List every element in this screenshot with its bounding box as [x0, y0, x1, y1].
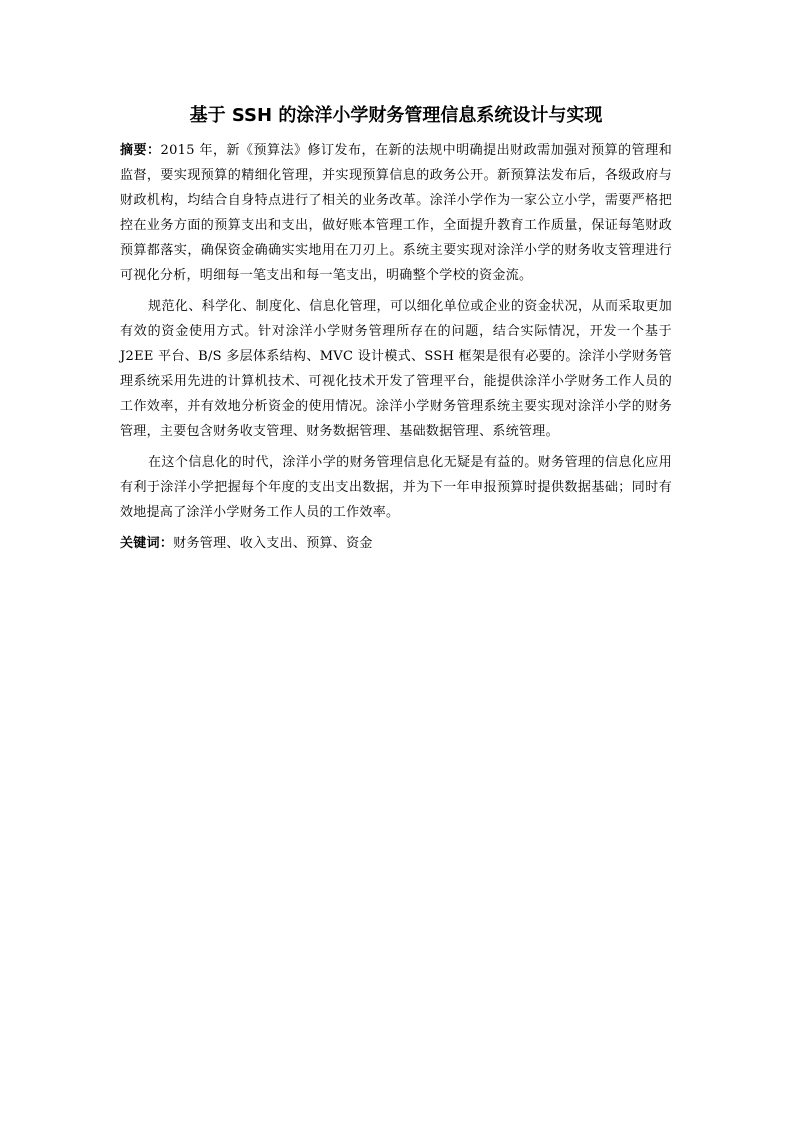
body-paragraph-2: 在这个信息化的时代，涂洋小学的财务管理信息化无疑是有益的。财务管理的信息化应用有利于涂洋小学把握每个年度的支出支出数据，并为下一年申报预算时提供数据基础；同时有效地提高了涂洋小学财务工作人员的工作效率。 [120, 455, 672, 520]
keywords-text: 财务管理、收入支出、预算、资金 [173, 536, 373, 551]
body-paragraph-1: 规范化、科学化、制度化、信息化管理，可以细化单位或企业的资金状况，从而采取更加有效的资金使用方式。针对涂洋小学财务管理所存在的问题，结合实际情况，开发一个基于 J2EE 平台、B/S 多层体系结构、MVC 设计模式、SSH 框架是很有必要的。涂洋小学财务管理系统采用先进的计算机技术、可视化技术开发了管理平台，能提供涂洋小学财务工作人员的工作效率，并有效地分析资金的使用情况。涂洋小学财务管理系统主要实现对涂洋小学的财务管理，主要包含财务收支管理、财务数据管理、基础数据管理、系统管理。 [120, 299, 672, 439]
abstract-text: 2015 年，新《预算法》修订发布，在新的法规中明确提出财政需加强对预算的管理和监督，要实现预算的精细化管理，并实现预算信息的政务公开。新预算法发布后，各级政府与财政机构，均结合自身特点进行了相关的业务改革。涂洋小学作为一家公立小学，需要严格把控在业务方面的预算支出和支出，做好账本管理工作，全面提升教育工作质量，保证每笔财政预算都落实，确保资金确确实实地用在刀刃上。系统主要实现对涂洋小学的财务收支管理进行可视化分析，明细每一笔支出和每一笔支出，明确整个学校的资金流。 [120, 143, 673, 283]
keywords-line [120, 531, 672, 556]
abstract-label: 摘要： [120, 143, 161, 158]
document-content [120, 100, 672, 556]
page-title: 基于 SSH 的涂洋小学财务管理信息系统设计与实现 [189, 105, 603, 126]
keywords-label: 关键词： [120, 536, 174, 551]
abstract-paragraph [120, 138, 672, 288]
